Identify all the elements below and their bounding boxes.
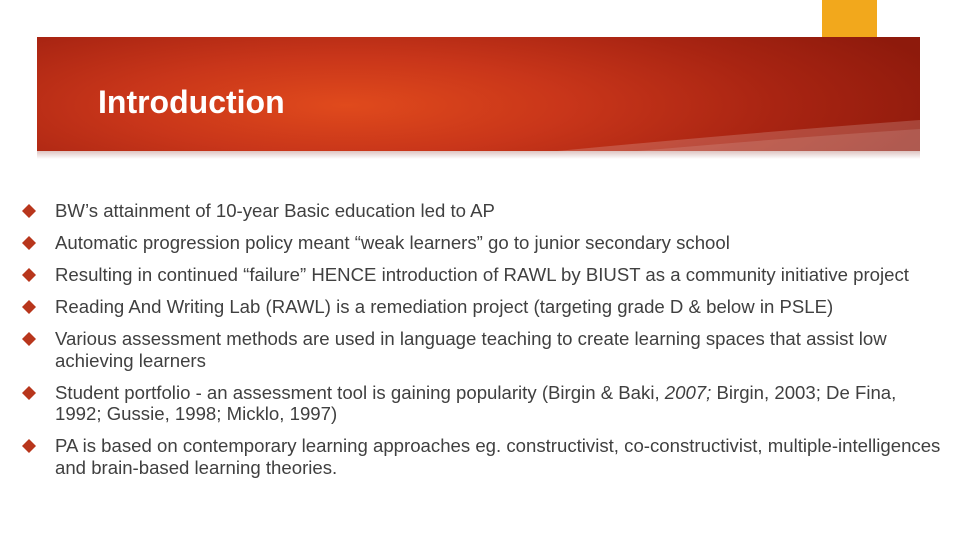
bullet-text: BW’s attainment of 10-year Basic education led to AP <box>55 200 495 221</box>
list-item <box>22 232 947 254</box>
list-item <box>22 328 947 371</box>
bullet-text-italic: 2007; <box>664 381 712 403</box>
diamond-bullet-icon <box>22 236 36 250</box>
diamond-bullet-icon <box>22 204 36 218</box>
bullet-text: Various assessment methods are used in language teaching to create learning spaces that assist low achieving learners <box>55 328 887 371</box>
list-item <box>22 435 947 478</box>
diamond-bullet-icon <box>22 332 36 346</box>
bullet-text: PA is based on contemporary learning approaches eg. constructivist, co-constructivist, multiple-intelligences and brain-based learning theories. <box>55 435 941 478</box>
bullet-list <box>22 200 947 489</box>
bullet-text: Reading And Writing Lab (RAWL) is a remediation project (targeting grade D & below in PSLE) <box>55 296 834 317</box>
bullet-text-part: Student portfolio - an assessment tool is gaining popularity (Birgin & Baki, <box>55 381 665 403</box>
bullet-text-part: Birgin, 2003; De Fina, 1992; Gussie, 1998; Micklo, 1997) <box>55 381 897 424</box>
list-item <box>22 382 947 425</box>
bullet-text: Resulting in continued “failure” HENCE introduction of RAWL by BIUST as a community initiative project <box>55 264 909 285</box>
bullet-text <box>55 382 947 425</box>
banner-shadow <box>37 151 920 159</box>
diamond-bullet-icon <box>22 386 36 400</box>
list-item <box>22 264 947 286</box>
diamond-bullet-icon <box>22 268 36 282</box>
list-item <box>22 200 947 222</box>
diamond-bullet-icon <box>22 439 36 453</box>
diamond-bullet-icon <box>22 300 36 314</box>
list-item <box>22 296 947 318</box>
slide-title: Introduction <box>98 84 285 120</box>
bullet-text: Automatic progression policy meant “weak learners” go to junior secondary school <box>55 232 730 253</box>
